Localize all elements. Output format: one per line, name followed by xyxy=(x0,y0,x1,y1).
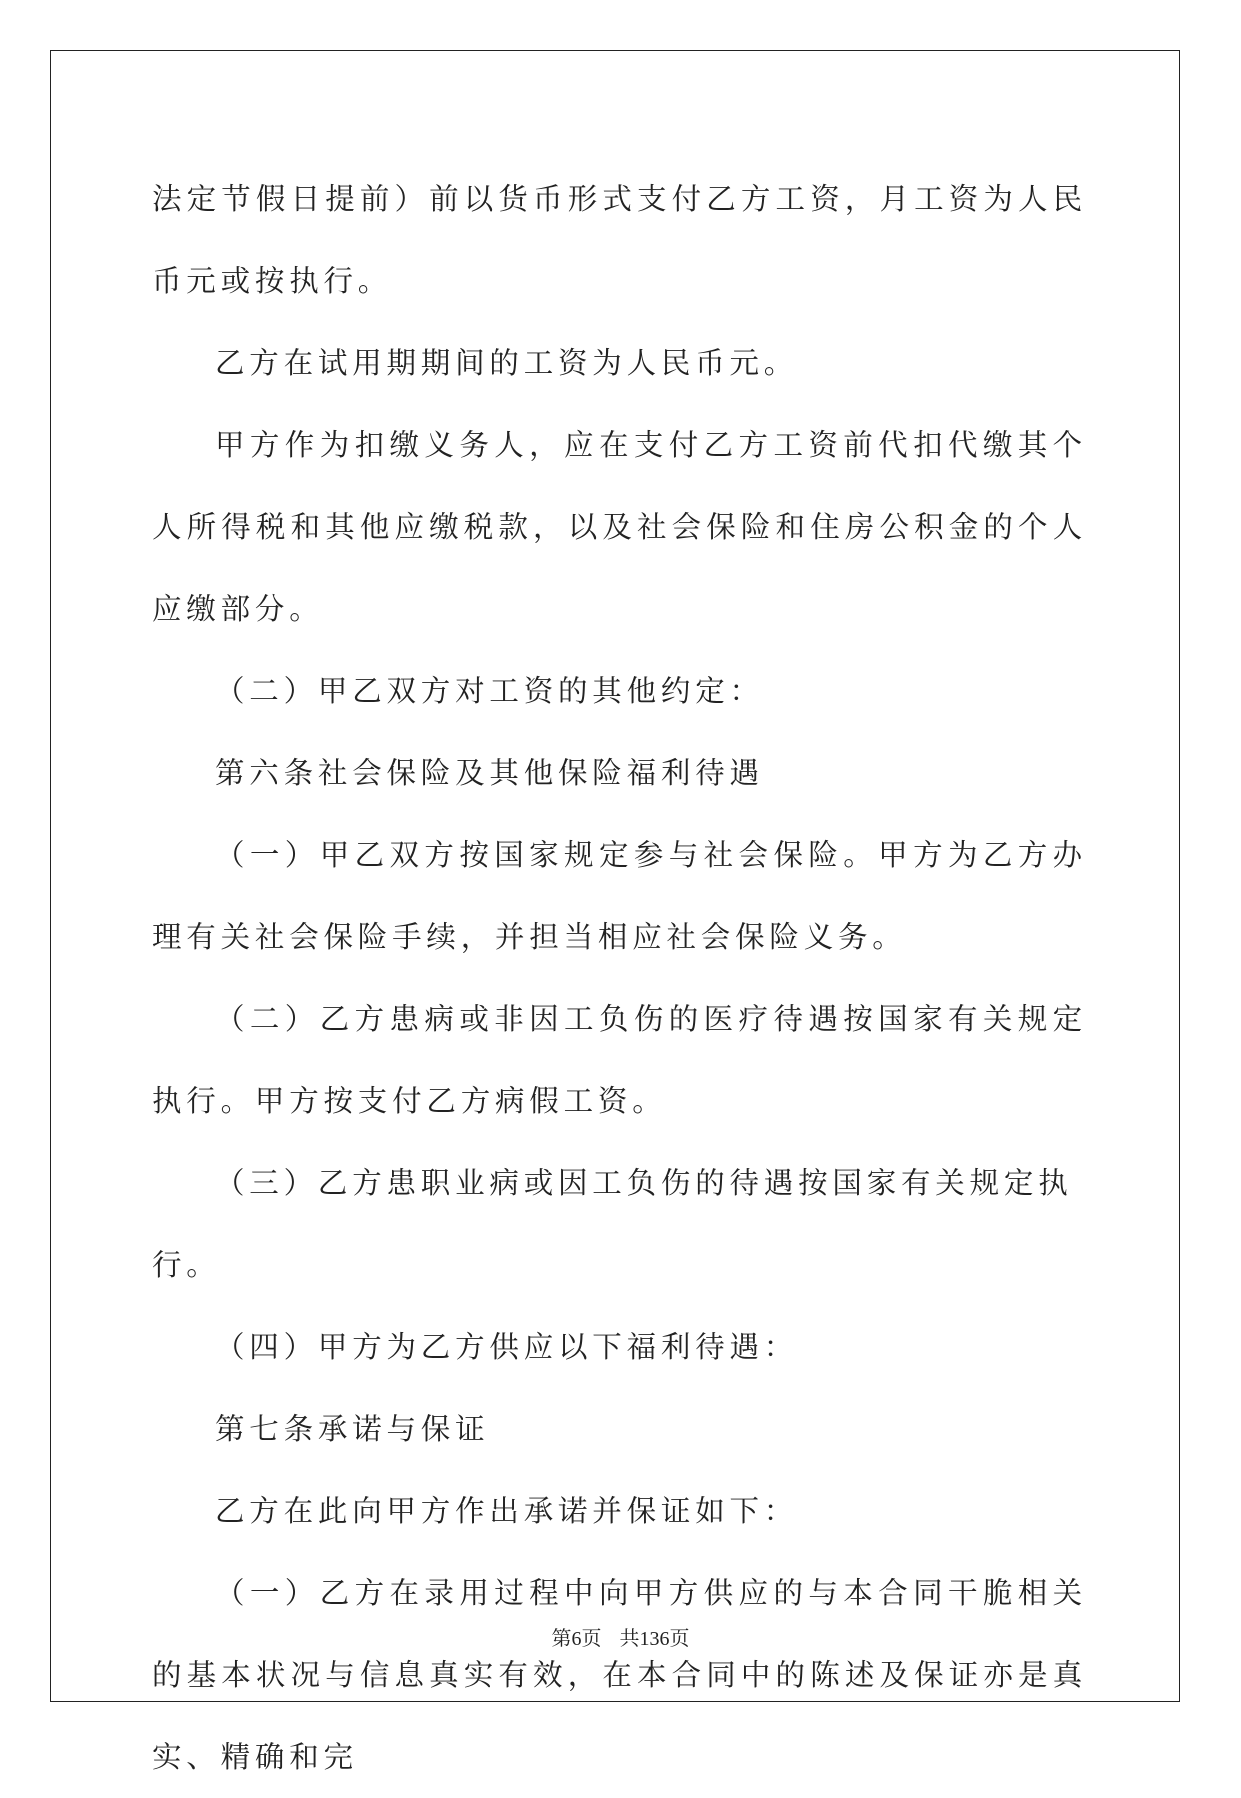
paragraph-tax-withholding: 甲方作为扣缴义务人，应在支付乙方工资前代扣代缴其个人所得税和其他应缴税款，以及社会保险和住房公积金的个人应缴部分。 xyxy=(152,428,1087,626)
page-footer xyxy=(0,1622,1241,1651)
paragraph-commitment-1: （一）乙方在录用过程中向甲方供应的与本合同干脆相关的基本状况与信息真实有效，在本合同中的陈述及保证亦是真实、精确和完 xyxy=(152,1576,1087,1774)
heading-article-6: 第六条社会保险及其他保险福利待遇 xyxy=(215,756,764,790)
paragraph-other-salary-terms: （二）甲乙双方对工资的其他约定： xyxy=(215,674,764,708)
current-page-number: 第6页 xyxy=(551,1628,602,1650)
document-body xyxy=(152,158,1087,1798)
paragraph-salary-payment: 法定节假日提前）前以货币形式支付乙方工资，月工资为人民币元或按执行。 xyxy=(152,182,1087,298)
paragraph-probation-salary: 乙方在试用期期间的工资为人民币元。 xyxy=(215,346,799,380)
paragraph-welfare-benefits: （四）甲方为乙方供应以下福利待遇： xyxy=(215,1330,799,1364)
heading-article-7: 第七条承诺与保证 xyxy=(215,1412,490,1446)
paragraph-social-insurance: （一）甲乙双方按国家规定参与社会保险。甲方为乙方办理有关社会保险手续，并担当相应社会保险义务。 xyxy=(152,838,1087,954)
paragraph-sick-leave: （二）乙方患病或非因工负伤的医疗待遇按国家有关规定执行。甲方按支付乙方病假工资。 xyxy=(152,1002,1087,1118)
paragraph-commitment-intro: 乙方在此向甲方作出承诺并保证如下： xyxy=(215,1494,799,1528)
paragraph-occupational-injury: （三）乙方患职业病或因工负伤的待遇按国家有关规定执行。 xyxy=(152,1166,1073,1282)
total-pages: 共136页 xyxy=(619,1628,690,1650)
